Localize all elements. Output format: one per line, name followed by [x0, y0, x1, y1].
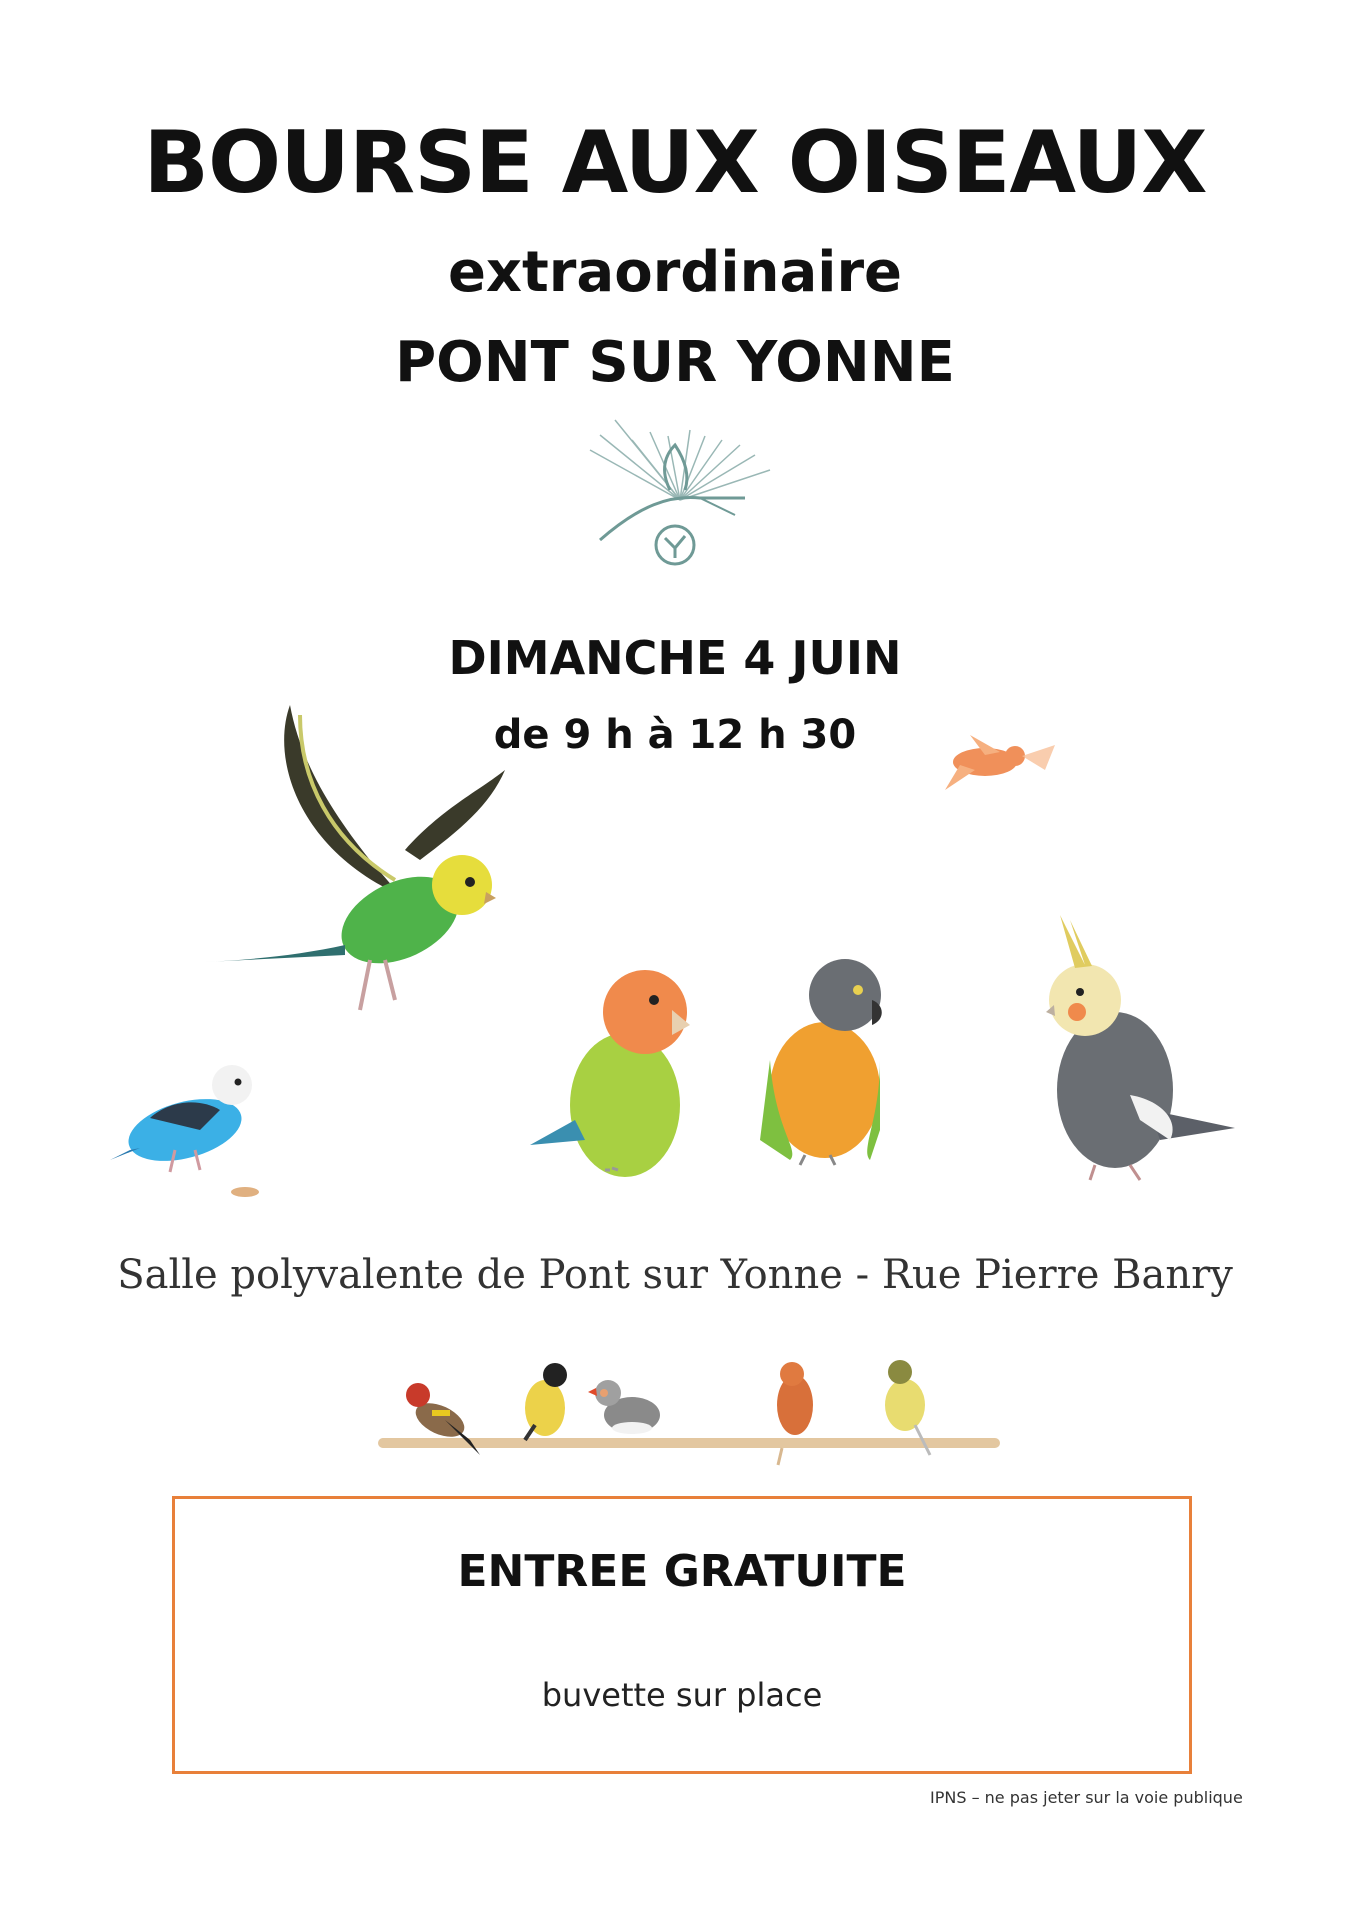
event-hours: de 9 h à 12 h 30	[493, 712, 857, 758]
logo-rays	[590, 420, 770, 500]
poster-town: PONT SUR YONNE	[395, 330, 955, 395]
poster-subtitle: extraordinaire	[447, 240, 903, 305]
hummingbird-logo-icon	[590, 420, 770, 564]
entry-title: ENTREE GRATUITE	[457, 1546, 907, 1597]
yellow-finch-icon	[525, 1363, 567, 1440]
event-venue: Salle polyvalente de Pont sur Yonne - Rue Pierre Banry	[117, 1252, 1233, 1298]
entry-box	[172, 1496, 1192, 1774]
footer-note: IPNS – ne pas jeter sur la voie publique	[930, 1788, 1243, 1807]
event-date: DIMANCHE 4 JUIN	[448, 631, 902, 685]
entry-note: buvette sur place	[541, 1676, 823, 1714]
blue-budgie-icon	[110, 1065, 259, 1197]
cockatiel-icon	[1046, 915, 1235, 1180]
lovebird-icon	[530, 970, 690, 1177]
red-canary-icon	[777, 1362, 813, 1435]
senegal-parrot-icon	[760, 959, 882, 1165]
zebra-finch-icon	[588, 1380, 660, 1434]
poster-title: BOURSE AUX OISEAUX	[143, 113, 1207, 213]
